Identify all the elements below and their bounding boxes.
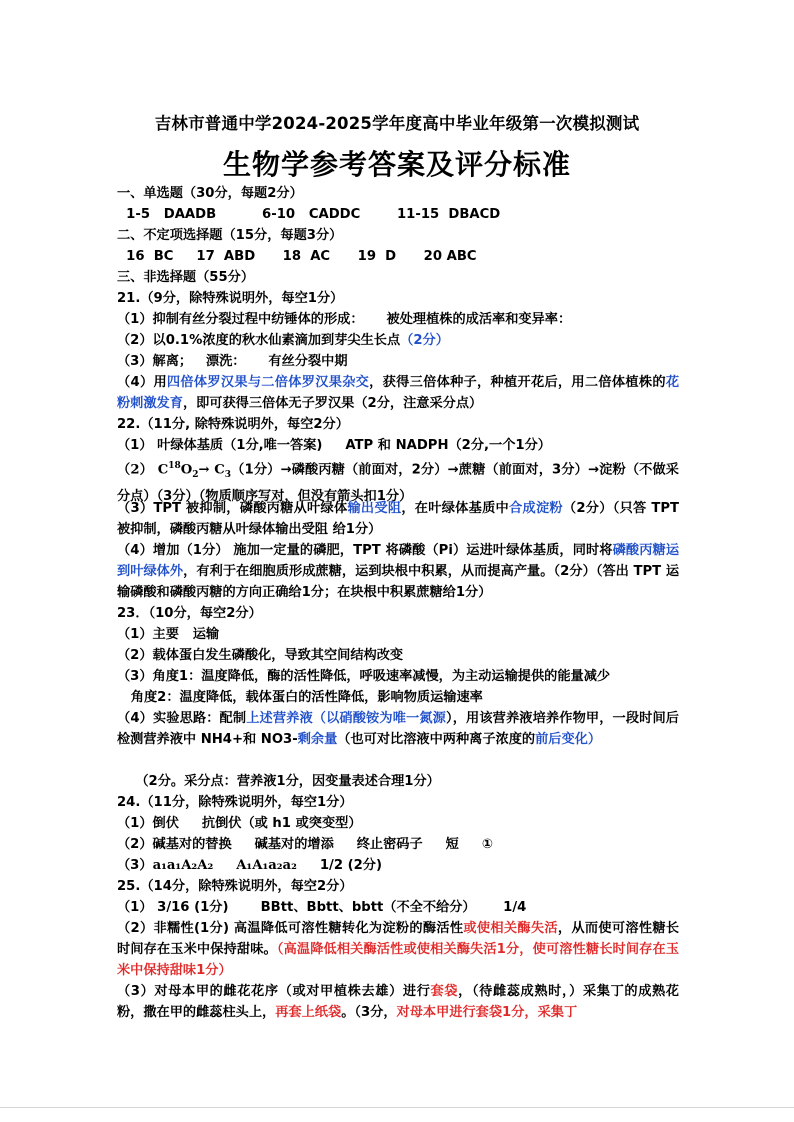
q22-part2-o-sub: 2 (192, 470, 199, 481)
page-title: 生物学参考答案及评分标准 (222, 148, 571, 181)
q21-part4 (117, 372, 679, 414)
q21-part4-key1: 四倍体罗汉果与二倍体罗汉果杂交 (166, 375, 370, 390)
q24-genotype2: A₁A₁a₂a₂ (236, 858, 297, 873)
q23-part4-text1: ），用该营养液培养作物甲，一段时间后检测营养液中 NH4+和 NO3- (117, 711, 679, 747)
section-heading-single-choice: 一、单选题（30分，每题2分） (117, 186, 303, 201)
q22-part4-text1: （4）增加（1分） 施加一定量的磷肥，TPT 将磷酸（Pi）运进叶绿体基质，同时将 (117, 543, 613, 558)
q22-part3-text2: ，在叶绿体基质中 (401, 501, 510, 516)
q21-part2-label: （2）以 (117, 333, 166, 348)
q23-part4-close: ） (587, 732, 602, 747)
q22-part4-text2: ，有利于在细胞质形成蔗糖，运到块根中积累，从而提高产量。（2分）（答出 TPT 运输磷酸和磷酸丙糖的方向正确给1分；在块根中积累蔗糖给1分） (117, 564, 680, 600)
q22-part3-key1: 输出受阻 (347, 501, 402, 516)
q25-part2-key: 或使相关酶失活 (463, 921, 558, 936)
q23-part2: （2）载体蛋白发生磷酸化，导致其空间结构改变 (117, 648, 404, 663)
q22-part4 (117, 540, 679, 603)
q25-heading: 25.（14分，除特殊说明外，每空2分） (117, 879, 353, 894)
answer-body (117, 183, 679, 1023)
single-choice-answers: 1-5 DAADB 6-10 CADDC 11-15 DBACD (117, 207, 501, 222)
q21-part3: （3）解离； 漂洗： 有丝分裂中期 (117, 354, 348, 369)
q23-part1: （1）主要 运输 (117, 627, 220, 642)
q25-part3-key1: 套袋 (430, 984, 459, 999)
q22-part2-c3-sub: 3 (224, 470, 232, 481)
q21-part2-text: 0.1%浓度的秋水仙素滴加到芽尖生长点 (165, 333, 401, 348)
q25-part1: （1） 3/16 (1分) BBtt、Bbtt、bbtt（不全不给分） 1/4 (117, 900, 527, 915)
q21-part4-label: （4）用 (117, 375, 167, 390)
q21-part4-text2: ，即可获得三倍体无子罗汉果（2分，注意采分点） (182, 396, 483, 411)
q23-part5: （2分。采分点：营养液1分，因变量表述合理1分） (117, 774, 440, 789)
multi-choice-answers: 16 BC 17 ABD 18 AC 19 D 20 ABC (117, 249, 477, 264)
q24-part3-label: （3） (117, 858, 153, 873)
q22-part4-key: 磷酸丙糖运到叶绿体外 (117, 543, 680, 579)
q22-part2-c3: → C (198, 462, 225, 478)
q24-part3-ratio: 1/2 (2分) (319, 858, 383, 873)
q22-heading: 22.（11分, 除特殊说明外，每空2分） (117, 417, 349, 432)
q23-part4-key1: 上述营养液（以硝酸铵为唯一氮源 (246, 711, 446, 726)
q21-heading: 21.（9分，除特殊说明外，每空1分） (117, 291, 344, 306)
q23-part3b: 角度2：温度降低，载体蛋白的活性降低，影响物质运输速率 (117, 690, 483, 705)
section-heading-multi-choice: 二、不定项选择题（15分，每题3分） (117, 228, 343, 243)
q25-part3-text1: （3）对母本甲的雌花花序（或对甲植株去雄）进行 (117, 984, 431, 999)
q21-part4-text1: ，获得三倍体种子，种植开花后，用二倍体植株的 (369, 375, 666, 390)
q25-part3-scoring: 对母本甲进行套袋1分，采集丁 (396, 1005, 578, 1020)
q24-genotype1: a₁a₁A₂A₂ (152, 858, 214, 873)
exam-subtitle: 吉林市普通中学2024-2025学年度高中毕业年级第一次模拟测试 (154, 114, 640, 133)
q22-part3 (117, 498, 679, 540)
q21-part4-key2: 花粉刺激发育 (117, 375, 679, 411)
q24-heading: 24.（11分，除特殊说明外，每空1分） (117, 795, 353, 810)
page-bottom-divider (0, 1107, 794, 1108)
q21-part2 (117, 330, 679, 351)
q25-part2-scoring: （高温降低相关酶活性或使相关酶失活1分，使可溶性糖长时间存在玉米中保持甜味1分） (117, 942, 680, 978)
q22-part3-key2: 合成淀粉 (509, 501, 563, 516)
q23-part4-label: （4）实验思路：配制 (117, 711, 247, 726)
q24-part3 (117, 855, 679, 876)
q22-part1: （1） 叶绿体基质（1分,唯一答案) ATP 和 NADPH（2分,一个1分） (117, 438, 551, 453)
q25-part2-text2: ，从而使可溶性糖长时间存在玉米中保持甜味。 (117, 921, 680, 957)
q21-part2-score: （2分） (400, 333, 449, 348)
q25-part2 (117, 918, 679, 981)
q23-part4-key2: 剩余量 (297, 732, 338, 747)
q25-part3-key2: 再套上纸袋 (275, 1005, 342, 1020)
q25-part3 (117, 981, 679, 1023)
q22-part3-text3: （2分）（只答 TPT 被抑制，磷酸丙糖从叶绿体输出受阻 给1分） (117, 501, 680, 537)
q23-part4-key3: 前后变化 (535, 732, 588, 747)
q24-part2: （2）碱基对的替换 碱基对的增添 终止密码子 短 ① (117, 837, 493, 852)
q23-part4-text2: （也可对比溶液中两种离子浓度的 (337, 732, 536, 747)
q21-part1: （1）抑制有丝分裂过程中纺锤体的形成： 被处理植株的成活率和变异率： (117, 312, 572, 327)
q25-part3-text3: 。（3分， (341, 1005, 397, 1020)
q25-part2-text1: （2）非糯性(1分) 高温降低可溶性糖转化为淀粉的酶活性 (117, 921, 464, 936)
q23-heading: 23．（10分，每空2分） (117, 606, 262, 621)
q22-part2-o: O (180, 462, 193, 478)
q22-part2 (117, 456, 679, 505)
q23-part3: （3）角度1：温度降低，酶的活性降低，呼吸速率减慢，为主动运输提供的能量减少 (117, 669, 611, 684)
q25-part3-text2: ，（待雌蕊成熟时，）采集丁的成熟花粉，撒在甲的雌蕊柱头上， (117, 984, 679, 1020)
q22-part3-text1: （3）TPT 被抑制，磷酸丙糖从叶绿体 (117, 501, 348, 516)
q22-part2-text: （1分）→磷酸丙糖（前面对，2分）→蔗糖（前面对，3分）→淀粉（不做采分点）（3分）（物质顺序写对，但没有箭头扣1分） (117, 462, 679, 505)
q24-part1: （1）倒伏 抗倒伏（或 h1 或突变型） (117, 816, 362, 831)
q22-part2-c: （2） C (117, 462, 169, 478)
section-heading-non-choice: 三、非选择题（55分） (117, 270, 255, 285)
q23-part4 (117, 708, 679, 771)
q22-part2-isotope: 18 (168, 461, 181, 471)
